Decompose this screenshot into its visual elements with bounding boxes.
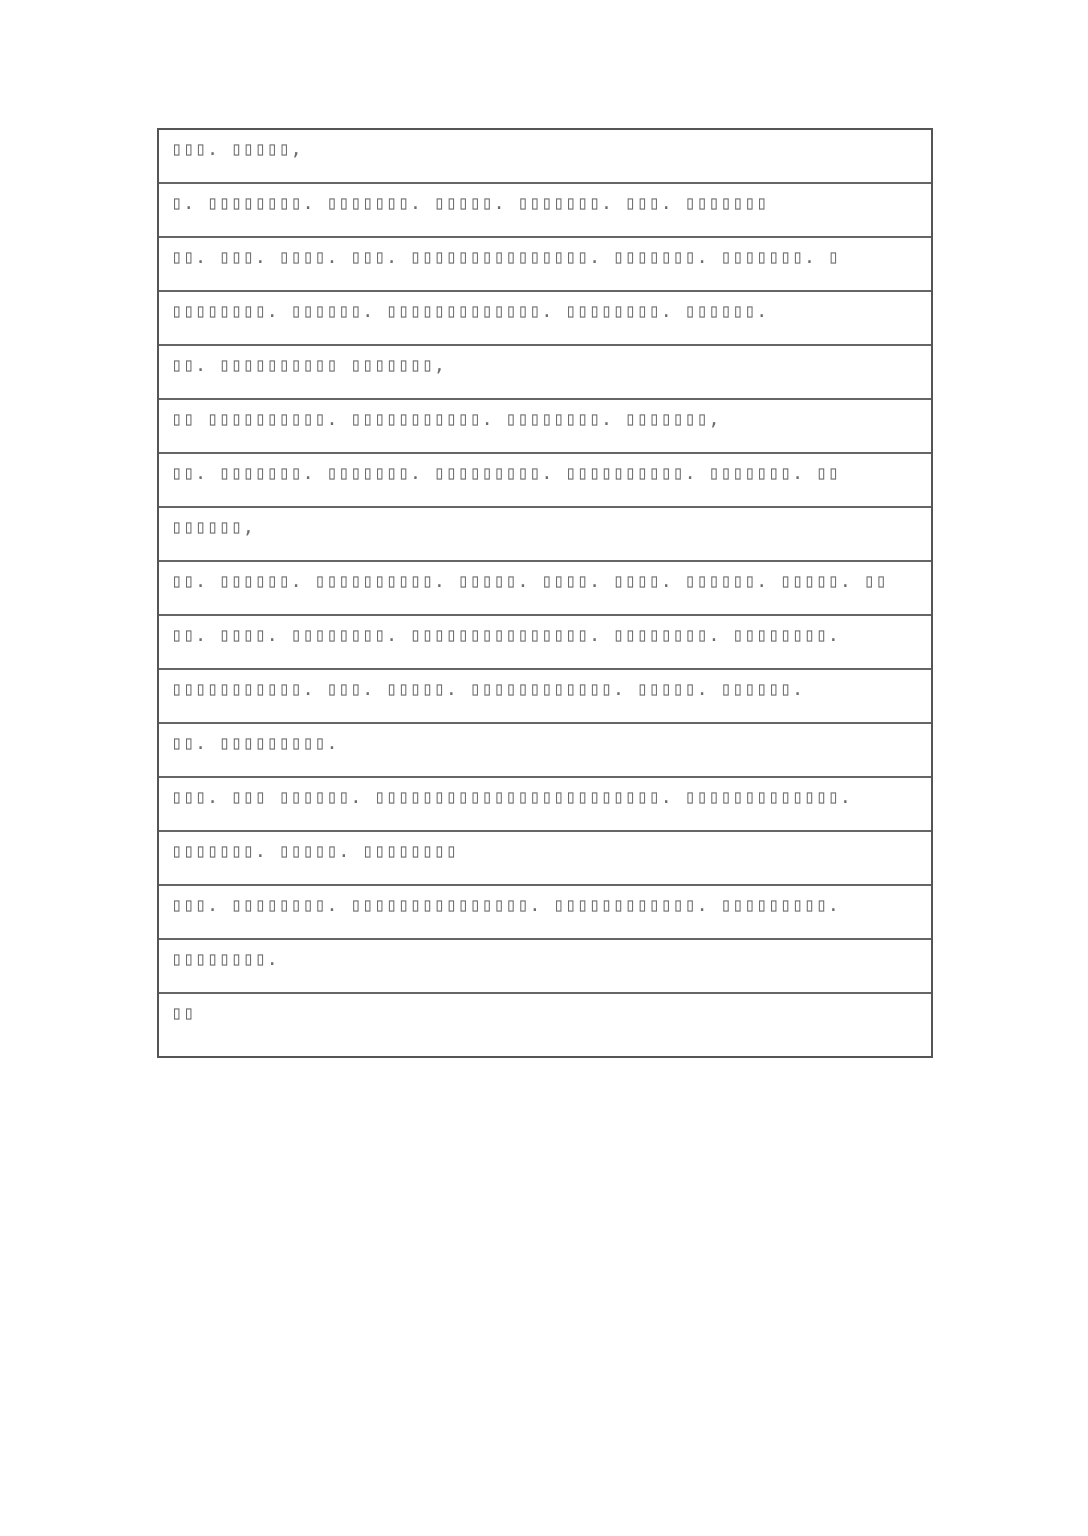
sheet-row-16 <box>159 940 931 994</box>
row-text: ▯▯▯. ▯▯▯ ▯▯▯▯▯▯. ▯▯▯▯▯▯▯▯▯▯▯▯▯▯▯▯▯▯▯▯▯▯▯▯. ▯▯▯▯▯▯▯▯▯▯▯▯▯. <box>171 786 852 808</box>
sheet-row-12 <box>159 724 931 778</box>
sheet-row-4 <box>159 292 931 346</box>
row-text: ▯▯. ▯▯▯▯▯▯. ▯▯▯▯▯▯▯▯▯▯. ▯▯▯▯▯. ▯▯▯▯. ▯▯▯▯. ▯▯▯▯▯▯. ▯▯▯▯▯. ▯▯ <box>171 570 888 592</box>
sheet-row-8 <box>159 508 931 562</box>
sheet-row-2 <box>159 184 931 238</box>
sheet-row-11 <box>159 670 931 724</box>
lined-sheet <box>157 128 933 1058</box>
row-text: ▯. ▯▯▯▯▯▯▯▯. ▯▯▯▯▯▯▯. ▯▯▯▯▯. ▯▯▯▯▯▯▯. ▯▯▯. ▯▯▯▯▯▯▯ <box>171 192 768 214</box>
row-text: ▯▯ ▯▯▯▯▯▯▯▯▯▯. ▯▯▯▯▯▯▯▯▯▯▯. ▯▯▯▯▯▯▯▯. ▯▯▯▯▯▯▯, <box>171 408 721 430</box>
sheet-row-6 <box>159 400 931 454</box>
row-text: ▯▯▯▯▯▯▯. ▯▯▯▯▯. ▯▯▯▯▯▯▯▯ <box>171 840 458 862</box>
sheet-row-15 <box>159 886 931 940</box>
sheet-row-14 <box>159 832 931 886</box>
row-text: ▯▯▯▯▯▯▯▯. ▯▯▯▯▯▯. ▯▯▯▯▯▯▯▯▯▯▯▯▯. ▯▯▯▯▯▯▯▯. ▯▯▯▯▯▯. <box>171 300 768 322</box>
sheet-row-10 <box>159 616 931 670</box>
row-text: ▯▯▯▯▯▯▯▯▯▯▯. ▯▯▯. ▯▯▯▯▯. ▯▯▯▯▯▯▯▯▯▯▯▯. ▯▯▯▯▯. ▯▯▯▯▯▯. <box>171 678 804 700</box>
row-text: ▯▯▯▯▯▯, <box>171 516 255 538</box>
sheet-row-9 <box>159 562 931 616</box>
row-text: ▯▯ <box>171 1002 195 1024</box>
row-text: ▯▯. ▯▯▯▯. ▯▯▯▯▯▯▯▯. ▯▯▯▯▯▯▯▯▯▯▯▯▯▯▯. ▯▯▯▯▯▯▯▯. ▯▯▯▯▯▯▯▯. <box>171 624 840 646</box>
row-text: ▯▯▯▯▯▯▯▯. <box>171 948 279 970</box>
sheet-row-17 <box>159 994 931 1048</box>
sheet-row-13 <box>159 778 931 832</box>
sheet-row-5 <box>159 346 931 400</box>
row-text: ▯▯. ▯▯▯▯▯▯▯▯▯. <box>171 732 339 754</box>
sheet-row-7 <box>159 454 931 508</box>
row-text: ▯▯. ▯▯▯. ▯▯▯▯. ▯▯▯. ▯▯▯▯▯▯▯▯▯▯▯▯▯▯▯. ▯▯▯▯▯▯▯. ▯▯▯▯▯▯▯. ▯ <box>171 246 840 268</box>
sheet-row-3 <box>159 238 931 292</box>
row-text: ▯▯. ▯▯▯▯▯▯▯▯▯▯ ▯▯▯▯▯▯▯, <box>171 354 446 376</box>
row-text: ▯▯▯. ▯▯▯▯▯, <box>171 138 303 160</box>
sheet-row-1 <box>159 130 931 184</box>
row-text: ▯▯▯. ▯▯▯▯▯▯▯▯. ▯▯▯▯▯▯▯▯▯▯▯▯▯▯▯. ▯▯▯▯▯▯▯▯▯▯▯▯. ▯▯▯▯▯▯▯▯▯. <box>171 894 840 916</box>
row-text: ▯▯. ▯▯▯▯▯▯▯. ▯▯▯▯▯▯▯. ▯▯▯▯▯▯▯▯▯. ▯▯▯▯▯▯▯▯▯▯. ▯▯▯▯▯▯▯. ▯▯ <box>171 462 840 484</box>
